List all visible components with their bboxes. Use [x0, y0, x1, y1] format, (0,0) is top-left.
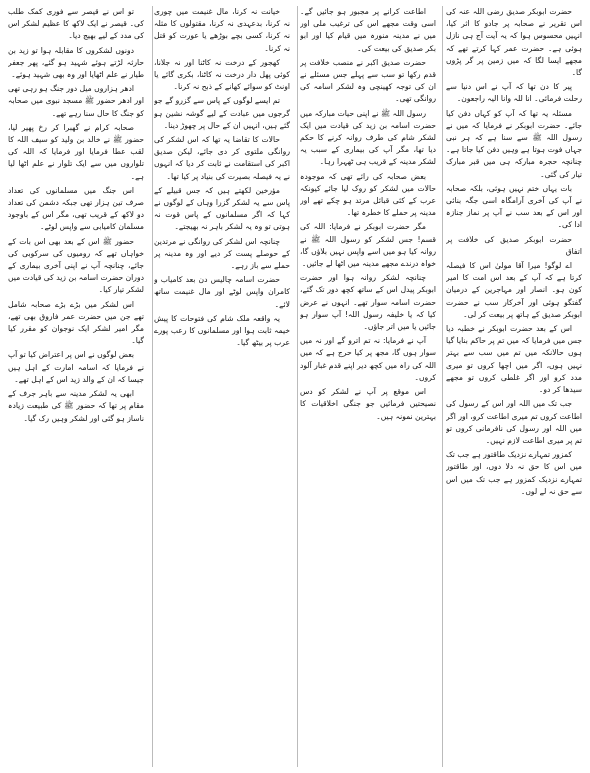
text-column-center-right	[300, 6, 436, 767]
paragraph: بعض لوگوں نے اس پر اعتراض کیا تو آپ نے فرمایا کہ اسامہ امارت کے اہل ہیں جیسا کہ ان کے والد زید اس کے اہل تھے۔	[8, 350, 144, 384]
paragraph: حضرت ابوبکر صدیق کی خلافت پر اتفاق	[446, 234, 582, 256]
paragraph: دونوں لشکروں کا مقابلہ ہوا تو زید بن حارثہ لڑتے ہوئے شہید ہو گئے، پھر جعفر طیار نے علم اٹھایا اور وہ بھی شہید ہوئے۔	[8, 45, 144, 80]
paragraph: مسئلہ یہ تھا کہ آپ کو کہاں دفن کیا جائے۔ حضرت ابوبکر نے فرمایا کہ میں نے رسول اللہ ﷺ سے سنا ہے کہ ہر نبی جہاں فوت ہوتا ہے وہیں دفن کیا جاتا ہے۔ چنانچہ حجرہ مبارکہ ہی میں قبر مبارک تیار کی گئی۔	[446, 108, 582, 179]
paragraph: تم ایسے لوگوں کے پاس سے گزرو گے جو گرجوں میں عبادت کے لیے گوشہ نشین ہو گئے ہیں، انہیں ان کے حال پر چھوڑ دینا۔	[154, 96, 290, 130]
paragraph: حضرت صدیق اکبر نے منصب خلافت پر قدم رکھا تو سب سے پہلے جس مسئلے نے ان کی توجہ کھینچی وہ لشکر اسامہ کی روانگی تھی۔	[300, 57, 436, 104]
paragraph: حضور ﷺ اس کے بعد بھی اس بات کے خواہاں تھے کہ رومیوں کی سرکوبی کی جائے، چنانچہ آپ نے اپنی آخری بیماری کے دوران حضرت اسامہ بن زید کی قیادت میں لشکر تیار کیا۔	[8, 236, 144, 295]
paragraph: مؤرخین لکھتے ہیں کہ جس قبیلے کے پاس سے یہ لشکر گزرا وہاں کے لوگوں نے کہا کہ اگر مسلمانوں کے پاس قوت نہ ہوتی تو وہ یہ لشکر باہر نہ بھیجتے۔	[154, 185, 290, 232]
paragraph: یہ واقعہ ملک شام کی فتوحات کا پیش خیمہ ثابت ہوا اور مسلمانوں کا رعب پورے عرب پر بیٹھ گیا۔	[154, 313, 290, 348]
text-column-left	[8, 6, 144, 767]
paragraph: بعض صحابہ کی رائے تھی کہ موجودہ حالات میں لشکر کو روک لیا جائے کیونکہ عرب کے کئی قبائل مرتد ہو چکے تھے اور مدینہ پر حملے کا خطرہ تھا۔	[300, 171, 436, 218]
paragraph: حالات کا تقاضا یہ تھا کہ اس لشکر کی روانگی ملتوی کر دی جائے، لیکن صدیق اکبر کی استقامت نے ثابت کر دیا کہ انہوں نے یہ فیصلہ بصیرت کی بنیاد پر کیا تھا۔	[154, 135, 290, 181]
column-divider	[442, 6, 443, 767]
paragraph: ابھی یہ لشکر مدینہ سے باہر جرف کے مقام پر تھا کہ حضور ﷺ کی طبیعت زیادہ ناساز ہو گئی اور لشکر وہیں رک گیا۔	[8, 389, 144, 423]
paragraph: چنانچہ اس لشکر کی روانگی نے مرتدین کے حوصلے پست کر دیے اور وہ مدینہ پر حملے سے باز رہے۔	[154, 236, 290, 271]
paragraph: کھجور کے درخت نہ کاٹنا اور نہ جلانا، کوئی پھل دار درخت نہ کاٹنا، بکری گائے یا اونٹ کو سوائے کھانے کے ذبح نہ کرنا۔	[154, 57, 290, 92]
paragraph: خیانت نہ کرنا، مال غنیمت میں چوری نہ کرنا، بدعہدی نہ کرنا، مقتولوں کا مثلہ نہ کرنا، کسی بچے بوڑھے یا عورت کو قتل نہ کرنا۔	[154, 7, 290, 53]
paragraph: کمزور تمہارے نزدیک طاقتور ہے جب تک میں اس کا حق نہ دلا دوں، اور طاقتور تمہارے نزدیک کمزور ہے جب تک میں اس سے حق نہ لے لوں۔	[446, 450, 582, 496]
paragraph: اس لشکر میں بڑے بڑے صحابہ شامل تھے جن میں حضرت عمر فاروق بھی تھے، مگر امیر لشکر ایک نوجوان کو مقرر کیا گیا۔	[8, 299, 144, 346]
text-column-right	[446, 6, 582, 767]
paragraph: اس جنگ میں مسلمانوں کی تعداد صرف تین ہزار تھی جبکہ دشمن کی تعداد دو لاکھ کے قریب تھی، مگر اس کے باوجود مسلمان کامیابی سے واپس لوٹے۔	[8, 185, 144, 232]
paragraph: بات یہاں ختم نہیں ہوئی، بلکہ صحابہ نے آپ کی آخری آرامگاہ اسی جگہ بنائی اور اس کے بعد سب نے آپ پر نماز جنازہ ادا کی۔	[446, 183, 582, 230]
paragraph: اطاعت کرانے پر مجبور ہو جائیں گے۔ اسی وقت مجھے اس کی ترغیب ملی اور میں نے مدینہ منورہ میں قیام کیا اور ابو بکر صدیق کی بیعت کی۔	[300, 7, 436, 53]
paragraph: ادھر ہزاروں میل دور جنگ ہو رہی تھی اور ادھر حضور ﷺ مسجد نبوی میں صحابہ کو جنگ کا حال سنا رہے تھے۔	[8, 84, 144, 118]
paragraph: آپ نے فرمایا: نہ تم اترو گے اور نہ میں سوار ہوں گا، مجھ پر کیا حرج ہے کہ میں اللہ کی راہ میں کچھ دیر اپنے قدم غبار آلود کروں۔	[300, 336, 436, 382]
paragraph: مگر حضرت ابوبکر نے فرمایا: اللہ کی قسم! جس لشکر کو رسول اللہ ﷺ نے روانہ کیا ہو میں اسے واپس نہیں بلاؤں گا، خواہ درندے مجھے مدینہ میں اٹھا لے جائیں۔	[300, 222, 436, 269]
column-divider	[297, 6, 298, 767]
paragraph: پیر کا دن تھا کہ آپ نے اس دنیا سے رحلت فرمائی۔ انا للہ وانا الیہ راجعون۔	[446, 82, 582, 104]
paragraph: چنانچہ لشکر روانہ ہوا اور حضرت ابوبکر پیدل اس کے ساتھ کچھ دور تک گئے، حضرت اسامہ سوار تھے۔ انہوں نے عرض کیا کہ یا خلیفہ رسول اللہ! آپ سوار ہو جائیں یا میں اتر جاؤں۔	[300, 273, 436, 332]
paragraph: اس کے بعد حضرت ابوبکر نے خطبہ دیا جس میں فرمایا کہ میں تم پر حاکم بنایا گیا ہوں حالانکہ میں تم میں سب سے بہتر نہیں ہوں، اگر میں اچھا کروں تو میری مدد کرو اور اگر غلطی کروں تو مجھے سیدھا کر دو۔	[446, 324, 582, 395]
paragraph: اس موقع پر آپ نے لشکر کو دس نصیحتیں فرمائیں جو جنگی اخلاقیات کا بہترین نمونہ ہیں۔	[300, 387, 436, 421]
paragraph: رسول اللہ ﷺ نے اپنی حیات مبارکہ میں حضرت اسامہ بن زید کی قیادت میں ایک لشکر شام کی طرف روانہ کرنے کا حکم دیا تھا، مگر آپ کی بیماری کے سبب یہ لشکر مدینہ کے قریب ہی ٹھہرا رہا۔	[300, 108, 436, 167]
paragraph: حضرت ابوبکر صدیق رضی اللہ عنہ کی اس تقریر نے صحابہ پر جادو کا اثر کیا، انہیں محسوس ہوا کہ یہ آیت آج ہی نازل ہوئی ہے۔ حضرت عمر کہا کرتے تھے کہ مجھے ایسا لگا کہ میں زمین پر گر پڑوں گا۔	[446, 7, 582, 78]
paragraph: جب تک میں اللہ اور اس کے رسول کی اطاعت کروں تم میری اطاعت کرو، اور اگر میں اللہ اور رسول کی نافرمانی کروں تو تم پر میری اطاعت لازم نہیں۔	[446, 399, 582, 445]
text-column-center-left	[154, 6, 290, 767]
column-divider	[152, 6, 153, 767]
paragraph: صحابہ کرام نے گھبرا کر رخ پھیر لیا، حضور ﷺ نے خالد بن ولید کو سیف اللہ کا لقب عطا فرمایا اور فرمایا کہ اللہ کی تلواروں میں سے ایک تلوار نے علم اٹھا لیا ہے۔	[8, 122, 144, 181]
paragraph: اے لوگو! میرا آقا مولیٰ اس کا فیصلہ کرتا ہے کہ آپ کے بعد اس امت کا امیر کون ہو۔ انصار اور مہاجرین کے درمیان گفتگو ہوئی اور آخرکار سب نے حضرت ابوبکر صدیق کے ہاتھ پر بیعت کر لی۔	[446, 261, 582, 319]
paragraph: تو اس نے قیصر سے فوری کمک طلب کی۔ قیصر نے ایک لاکھ کا عظیم لشکر اس کی مدد کے لیے بھیج دیا۔	[8, 7, 144, 41]
paragraph: حضرت اسامہ چالیس دن بعد کامیاب و کامران واپس لوٹے اور مال غنیمت ساتھ لائے۔	[154, 275, 290, 309]
